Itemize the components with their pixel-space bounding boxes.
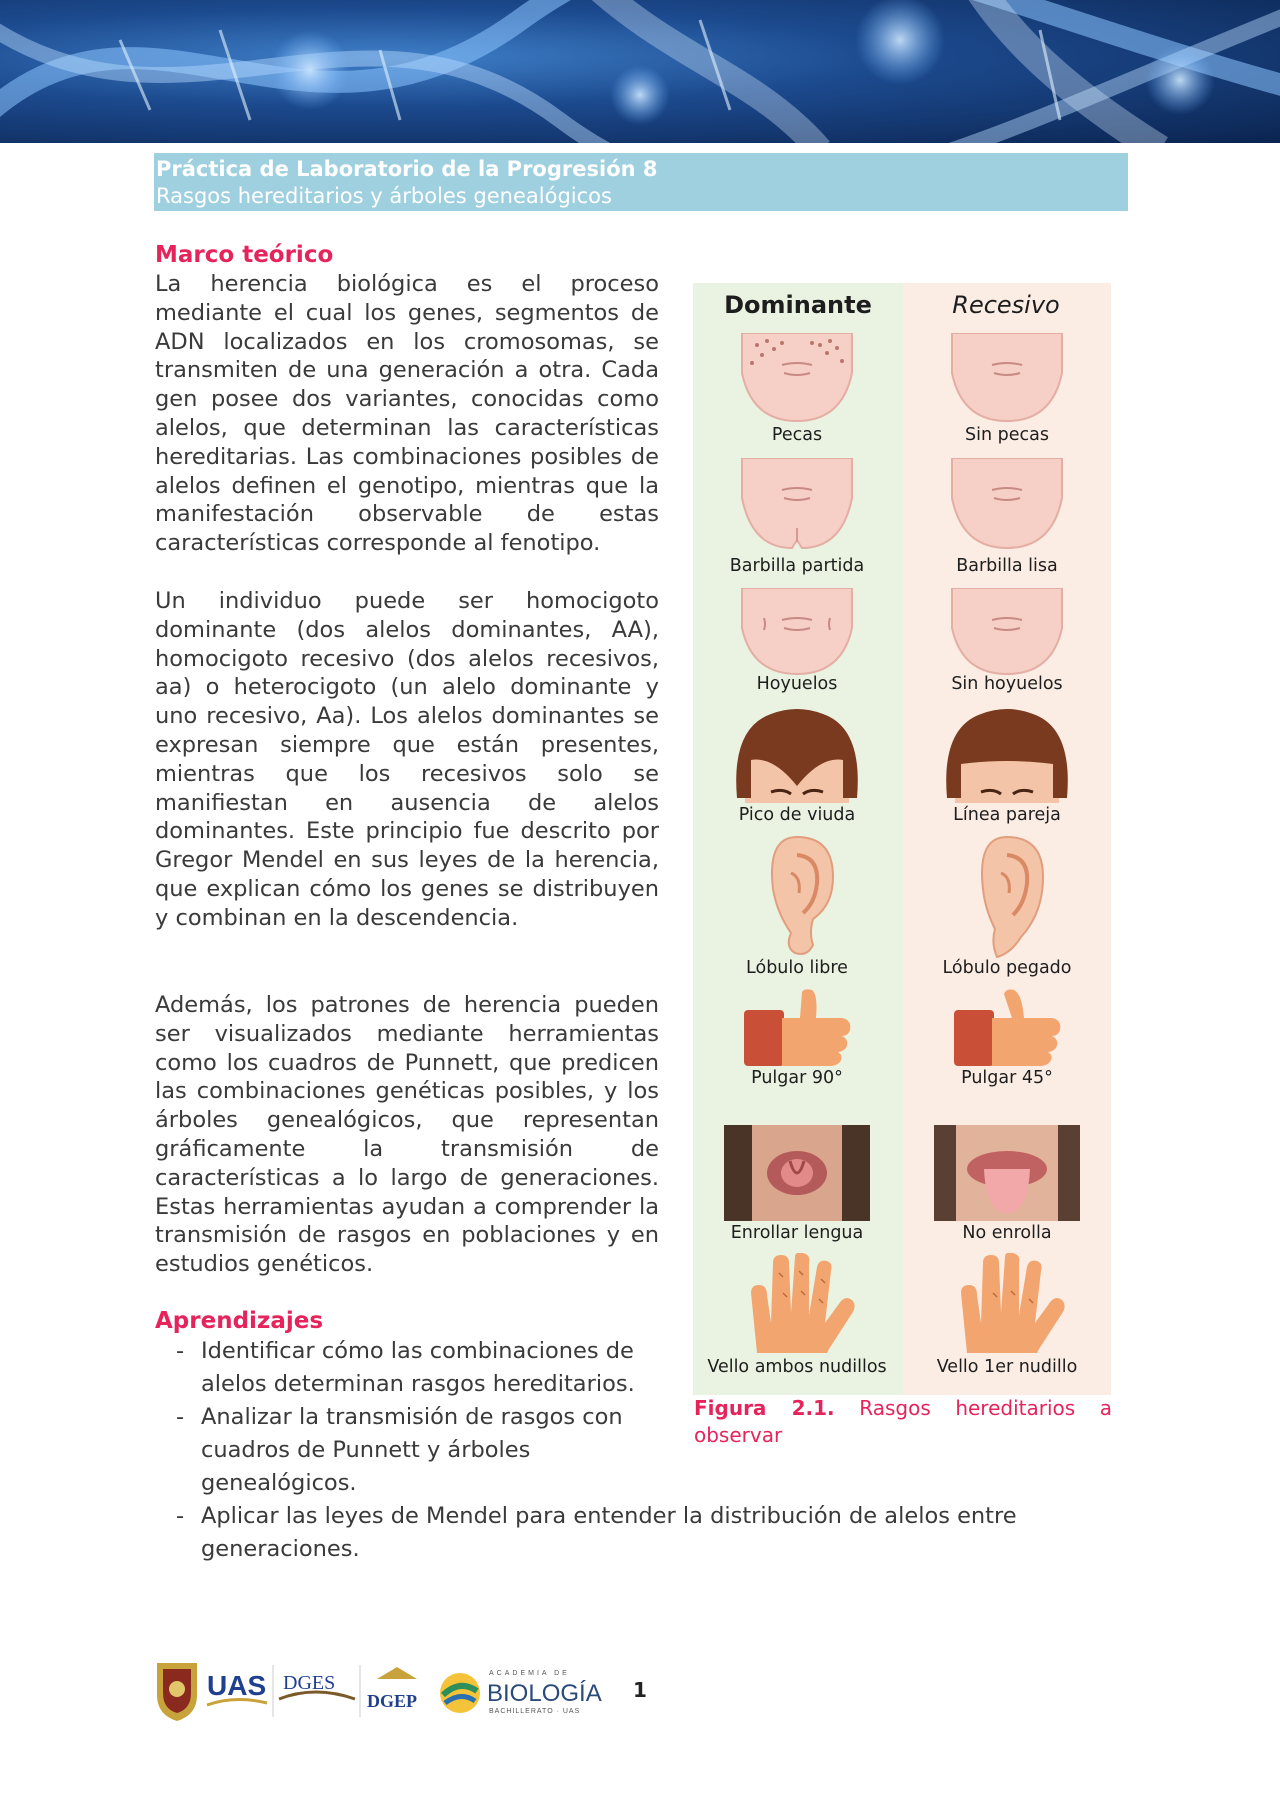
tongue-roll-photo <box>724 1125 870 1221</box>
trait-label: Lóbulo pegado <box>942 958 1072 978</box>
marco-paragraph-1: La herencia biológica es el proceso mediante el cual los genes, segmentos de ADN localizados en los cromosomas, se transmiten de una generación a otra. Cada gen posee dos variantes, conocidas como alelos, que determinan las características hereditarias. Las combinaciones posibles de alelos definen el genotipo, mientras que la manifestación observable de estas características corresponde al fenotipo. <box>155 271 659 557</box>
knuckle-hair-both-icon <box>737 1253 857 1353</box>
aprendizaje-item: - Analizar la transmisión de rasgos con cuadros de Punnett y árboles genealógicos. <box>174 1401 664 1500</box>
cleft-chin-icon <box>732 458 862 550</box>
thumb-45-icon <box>952 988 1062 1068</box>
marco-paragraph-3: Además, los patrones de herencia pueden ser visualizados mediante herramientas como los cuadros de Punnett, que predicen las combinaciones genéticas posibles, y los árboles genealógicos, que representan gráficamente la transmisión de características a lo largo de generaciones. Estas herramientas ayudan a comprender la transmisión de rasgos en poblaciones y en estudios genéticos. <box>155 992 659 1278</box>
freckles-chin-icon <box>732 333 862 423</box>
traits-figure <box>693 283 1111 1395</box>
uas-shield-icon <box>157 1663 197 1721</box>
aprendizajes-heading: Aprendizajes <box>155 1308 324 1334</box>
svg-text:BIOLOGÍA: BIOLOGÍA <box>487 1680 602 1707</box>
straight-hairline-icon <box>941 708 1073 803</box>
tongue-flat-photo <box>934 1125 1080 1221</box>
svg-text:DGES: DGES <box>283 1672 336 1694</box>
svg-text:DGEP: DGEP <box>367 1691 418 1711</box>
widows-peak-hairline-icon <box>731 708 863 803</box>
attached-earlobe-icon <box>967 833 1047 958</box>
practice-subtitle: Rasgos hereditarios y árboles genealógicos <box>156 184 612 208</box>
header-banner-dna-image <box>0 0 1280 143</box>
trait-label: Pico de viuda <box>738 805 856 825</box>
svg-text:BACHILLERATO · UAS: BACHILLERATO · UAS <box>489 1708 581 1715</box>
caption-label: Figura 2.1. <box>694 1396 835 1420</box>
dominant-header: Dominante <box>724 291 872 319</box>
institution-logos <box>155 1655 625 1725</box>
trait-label: Pulgar 90° <box>751 1068 843 1088</box>
trait-label: Hoyuelos <box>756 674 838 694</box>
no-freckles-chin-icon <box>942 333 1072 423</box>
svg-text:UAS: UAS <box>207 1670 267 1701</box>
trait-label: Sin pecas <box>965 425 1049 445</box>
trait-label: Vello ambos nudillos <box>707 1357 887 1377</box>
figure-caption <box>694 1395 1112 1449</box>
page-number: 1 <box>633 1678 647 1702</box>
marco-teorico-heading: Marco teórico <box>155 242 334 268</box>
footer-logos <box>155 1655 655 1725</box>
trait-label: Vello 1er nudillo <box>936 1357 1078 1377</box>
knuckle-hair-first-icon <box>947 1253 1067 1353</box>
caption-text: Rasgos hereditarios a observar <box>694 1396 1113 1447</box>
trait-label: Enrollar lengua <box>730 1223 864 1243</box>
trait-label: Sin hoyuelos <box>951 674 1063 694</box>
trait-label: No enrolla <box>962 1223 1052 1243</box>
practice-title-box <box>154 153 1128 211</box>
practice-title: Práctica de Laboratorio de la Progresión 8 <box>156 157 658 181</box>
trait-label: Barbilla partida <box>729 556 865 576</box>
marco-paragraph-2: Un individuo puede ser homocigoto dominante (dos alelos dominantes, AA), homocigoto recesivo (dos alelos recesivos, aa) o heterocigoto (un alelo dominante y uno recesivo, Aa). Los alelos dominantes se expresan siempre que están presentes, mientras que los recesivos solo se manifiestan en ausencia de alelos dominantes. Este principio fue descrito por Gregor Mendel en sus leyes de la herencia, que explican cómo los genes se distribuyen y combinan en la descendencia. <box>155 588 659 931</box>
thumb-90-icon <box>742 988 852 1068</box>
dimples-face-icon <box>732 588 862 676</box>
trait-label: Barbilla lisa <box>956 556 1058 576</box>
trait-label: Pecas <box>771 425 823 445</box>
trait-label: Lóbulo libre <box>746 958 848 978</box>
aprendizaje-item: - Identificar cómo las combinaciones de alelos determinan rasgos hereditarios. <box>174 1335 664 1401</box>
aprendizaje-item: - Aplicar las leyes de Mendel para entender la distribución de alelos entre generaciones. <box>174 1500 1114 1566</box>
no-dimples-face-icon <box>942 588 1072 676</box>
trait-label: Pulgar 45° <box>961 1068 1053 1088</box>
recessive-header: Recesivo <box>952 291 1060 319</box>
free-earlobe-icon <box>757 833 837 958</box>
smooth-chin-icon <box>942 458 1072 550</box>
trait-label: Línea pareja <box>953 805 1061 825</box>
svg-text:ACADEMIA DE: ACADEMIA DE <box>489 1670 570 1677</box>
